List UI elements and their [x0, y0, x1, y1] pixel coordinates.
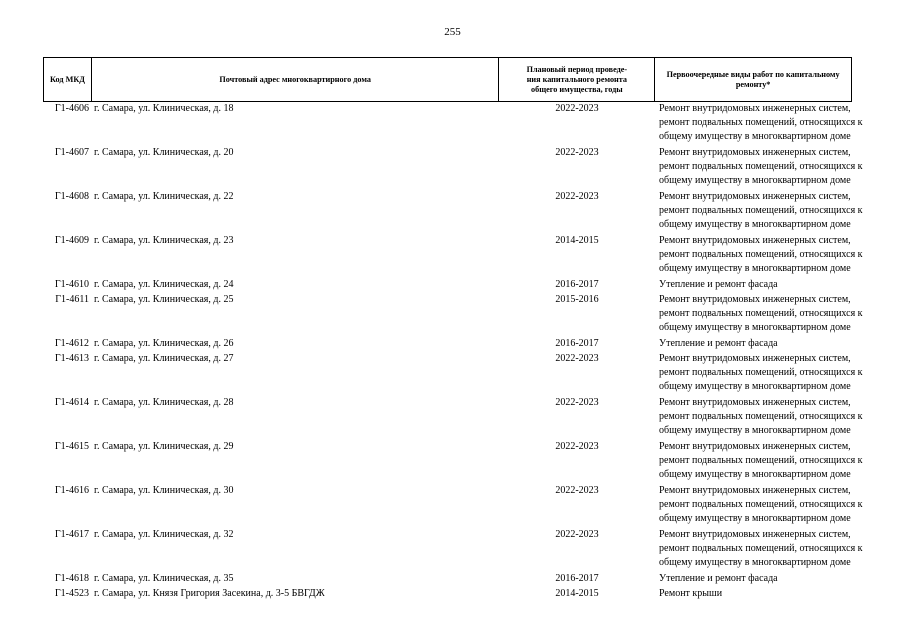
header-period-line: ния капитального ремонта	[526, 74, 627, 84]
row-period: 2015-2016	[555, 294, 599, 305]
row-works-line: Утепление и ремонт фасада	[659, 573, 778, 584]
row-works-line: ремонт подвальных помещений, относящихся к	[659, 543, 863, 554]
header-period-line: общего имущества, годы	[531, 84, 623, 94]
row-works-line: общему имуществу в многоквартирном доме	[659, 381, 851, 392]
row-works	[655, 352, 863, 394]
row-code: Г1-4612	[54, 338, 89, 349]
row-works-line: ремонт подвальных помещений, относящихся к	[659, 117, 863, 128]
row-works-line: Ремонт внутридомовых инженерных систем,	[659, 191, 851, 202]
row-works-line: Ремонт внутридомовых инженерных систем,	[659, 485, 851, 496]
row-code: Г1-4609	[54, 235, 89, 246]
row-code: Г1-4611	[55, 294, 89, 305]
row-code: Г1-4613	[54, 353, 89, 364]
row-code: Г1-4523	[54, 588, 89, 599]
row-works	[655, 293, 863, 335]
row-address: г. Самара, ул. Клиническая, д. 24	[94, 279, 234, 290]
row-period: 2016-2017	[555, 338, 599, 349]
row-period: 2022-2023	[555, 397, 599, 408]
row-works-line: общему имуществу в многоквартирном доме	[659, 425, 851, 436]
header-works-line: Первоочередные виды работ по капитальному	[666, 69, 840, 79]
row-works-line: Ремонт внутридомовых инженерных систем,	[659, 103, 851, 114]
row-period: 2022-2023	[555, 103, 599, 114]
row-works-line: общему имуществу в многоквартирном доме	[659, 219, 851, 230]
row-address: г. Самара, ул. Клиническая, д. 23	[94, 235, 234, 246]
row-works	[655, 587, 852, 601]
row-works-line: ремонт подвальных помещений, относящихся к	[659, 367, 863, 378]
row-address: г. Самара, ул. Клиническая, д. 28	[94, 397, 234, 408]
table-row	[43, 484, 863, 528]
row-period: 2022-2023	[555, 441, 599, 452]
row-works-line: Ремонт внутридомовых инженерных систем,	[659, 235, 851, 246]
row-works	[655, 484, 863, 526]
row-works-line: общему имуществу в многоквартирном доме	[659, 469, 851, 480]
capital-repair-table	[43, 57, 863, 602]
row-works-line: Ремонт внутридомовых инженерных систем,	[659, 294, 851, 305]
table-row	[43, 190, 863, 234]
row-address: г. Самара, ул. Клиническая, д. 32	[94, 529, 234, 540]
row-address: г. Самара, ул. Клиническая, д. 20	[94, 147, 234, 158]
header-period	[499, 58, 655, 101]
row-works-line: Утепление и ремонт фасада	[659, 279, 778, 290]
row-works-line: общему имуществу в многоквартирном доме	[659, 131, 851, 142]
row-address: г. Самара, ул. Князя Григория Засекина, д. 3-5 БВГДЖ	[94, 588, 325, 599]
row-works-line: Ремонт внутридомовых инженерных систем,	[659, 147, 851, 158]
row-period: 2022-2023	[555, 529, 599, 540]
row-code: Г1-4607	[54, 147, 89, 158]
row-works	[655, 337, 852, 351]
table-row	[43, 234, 863, 278]
table-row	[43, 528, 863, 572]
row-works-line: Ремонт внутридомовых инженерных систем,	[659, 397, 851, 408]
row-address: г. Самара, ул. Клиническая, д. 35	[94, 573, 234, 584]
table-row	[43, 102, 863, 146]
row-address: г. Самара, ул. Клиническая, д. 30	[94, 485, 234, 496]
row-address: г. Самара, ул. Клиническая, д. 26	[94, 338, 234, 349]
row-works-line: Ремонт внутридомовых инженерных систем,	[659, 353, 851, 364]
row-works-line: Утепление и ремонт фасада	[659, 338, 778, 349]
row-code: Г1-4606	[54, 103, 89, 114]
row-works-line: общему имуществу в многоквартирном доме	[659, 513, 851, 524]
row-period: 2016-2017	[555, 573, 599, 584]
row-works-line: ремонт подвальных помещений, относящихся к	[659, 161, 863, 172]
row-period: 2022-2023	[555, 485, 599, 496]
table-header	[43, 57, 852, 102]
row-code: Г1-4614	[54, 397, 89, 408]
row-period: 2022-2023	[555, 147, 599, 158]
table-row	[43, 146, 863, 190]
row-works	[655, 190, 863, 232]
row-works	[655, 234, 863, 276]
row-works-line: ремонт подвальных помещений, относящихся к	[659, 205, 863, 216]
table-row	[43, 587, 852, 602]
row-works-line: Ремонт внутридомовых инженерных систем,	[659, 529, 851, 540]
table-row	[43, 293, 863, 337]
row-works	[655, 278, 852, 292]
table-row	[43, 572, 852, 587]
row-address: г. Самара, ул. Клиническая, д. 22	[94, 191, 234, 202]
row-works	[655, 572, 852, 586]
row-works	[655, 528, 863, 570]
row-address: г. Самара, ул. Клиническая, д. 27	[94, 353, 234, 364]
table-row	[43, 337, 852, 352]
table-row	[43, 278, 852, 293]
header-works	[655, 58, 852, 101]
row-code: Г1-4617	[54, 529, 89, 540]
row-works	[655, 146, 863, 188]
row-works-line: общему имуществу в многоквартирном доме	[659, 322, 851, 333]
row-period: 2022-2023	[555, 353, 599, 364]
row-works	[655, 440, 863, 482]
row-works-line: ремонт подвальных помещений, относящихся к	[659, 411, 863, 422]
row-works	[655, 102, 863, 144]
page-number: 255	[444, 26, 461, 38]
table-row	[43, 352, 863, 396]
row-address: г. Самара, ул. Клиническая, д. 25	[94, 294, 234, 305]
row-works-line: Ремонт крыши	[659, 588, 723, 599]
row-works	[655, 396, 863, 438]
row-works-line: общему имуществу в многоквартирном доме	[659, 557, 851, 568]
row-works-line: ремонт подвальных помещений, относящихся к	[659, 249, 863, 260]
row-works-line: ремонт подвальных помещений, относящихся к	[659, 499, 863, 510]
row-works-line: Ремонт внутридомовых инженерных систем,	[659, 441, 851, 452]
table-body	[43, 102, 863, 602]
header-works-line: ремонту*	[735, 79, 771, 89]
row-works-line: ремонт подвальных помещений, относящихся к	[659, 308, 863, 319]
row-code: Г1-4615	[54, 441, 89, 452]
row-period: 2022-2023	[555, 191, 599, 202]
row-period: 2014-2015	[555, 235, 599, 246]
header-address: Почтовый адрес многоквартирного дома	[92, 58, 499, 101]
row-period: 2016-2017	[555, 279, 599, 290]
table-row	[43, 396, 863, 440]
row-code: Г1-4610	[54, 279, 89, 290]
row-address: г. Самара, ул. Клиническая, д. 18	[94, 103, 234, 114]
header-code: Код МКД	[44, 58, 92, 101]
row-works-line: общему имуществу в многоквартирном доме	[659, 263, 851, 274]
row-code: Г1-4608	[54, 191, 89, 202]
row-works-line: общему имуществу в многоквартирном доме	[659, 175, 851, 186]
row-code: Г1-4618	[54, 573, 89, 584]
row-works-line: ремонт подвальных помещений, относящихся к	[659, 455, 863, 466]
table-row	[43, 440, 863, 484]
header-period-line: Плановый период проведе-	[526, 64, 628, 74]
row-address: г. Самара, ул. Клиническая, д. 29	[94, 441, 234, 452]
row-code: Г1-4616	[54, 485, 89, 496]
row-period: 2014-2015	[555, 588, 599, 599]
